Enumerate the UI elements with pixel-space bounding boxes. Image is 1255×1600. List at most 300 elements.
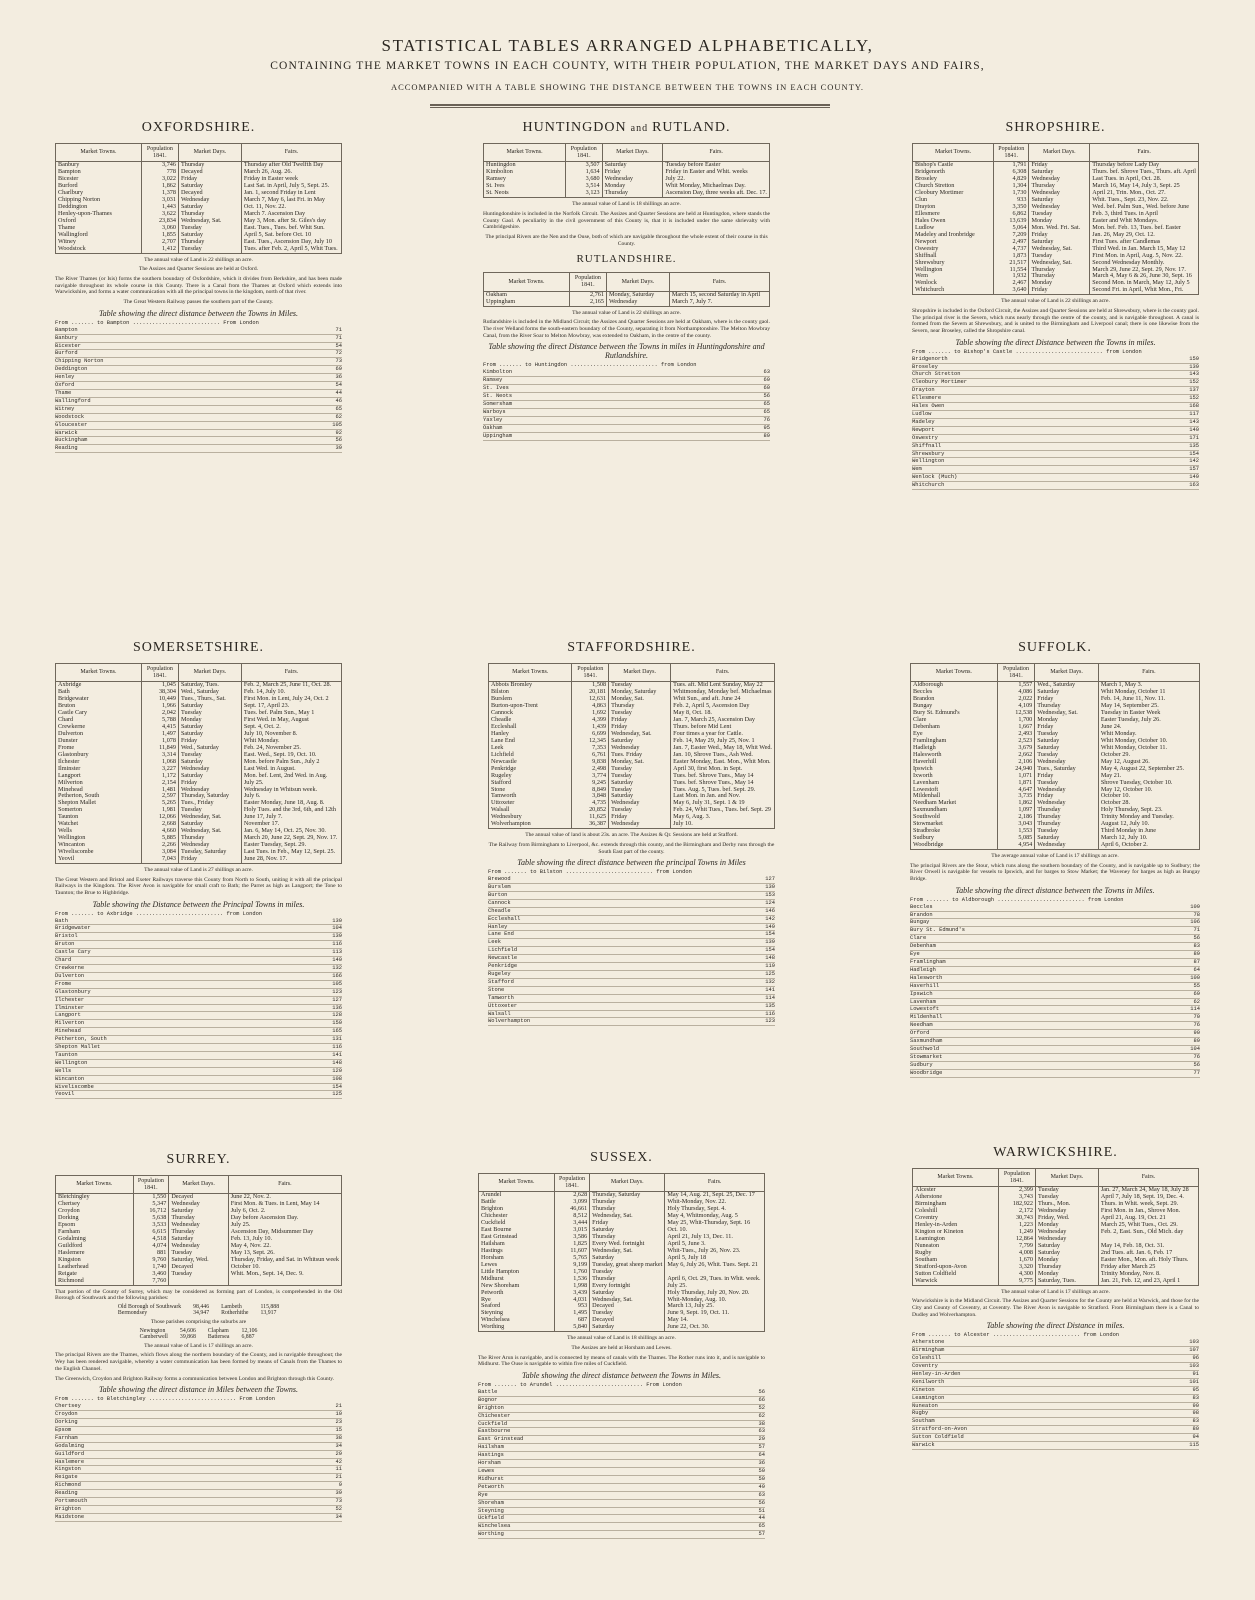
distance-town: Bath (55, 917, 68, 924)
town-population: 3,022 (141, 176, 178, 183)
distance-town: Chichester (478, 1412, 511, 1419)
distance-from-london: 56 (1193, 935, 1200, 942)
fairs-text: Trinity Monday, Nov. 8. (1098, 1271, 1198, 1278)
distance-from-row: From ....... to Axbridge ........................... from London (55, 910, 263, 917)
distance-grid (535, 377, 750, 384)
distance-town: Mildenhall (910, 1014, 943, 1021)
town-population: 3,043 (997, 821, 1035, 828)
distance-from-london: 56 (758, 1499, 765, 1506)
distance-town: Buckingham (55, 437, 88, 444)
town-population: 6,862 (994, 211, 1029, 218)
market-day: Thursday (178, 162, 241, 169)
distance-grid (962, 959, 1180, 966)
distance-from-london: 55 (1193, 982, 1200, 989)
distance-town: Wincanton (55, 1075, 85, 1082)
railway-text: The Greenwich, Croydon and Brighton Railway forms a communication between London and Brighton through this County. (55, 1375, 335, 1382)
distance-town: Wells (55, 1067, 72, 1074)
distance-row (483, 425, 770, 433)
distance-grid (107, 422, 322, 429)
distance-grid (107, 366, 322, 373)
distance-grid (540, 947, 755, 954)
distance-grid (530, 1421, 745, 1428)
distance-town: Maidstone (55, 1513, 85, 1520)
distance-from-london: 50 (758, 1475, 765, 1482)
distance-row (912, 403, 1199, 411)
table-row (489, 807, 775, 814)
fairs-text: July 6. (241, 793, 341, 800)
distance-row (55, 1419, 342, 1427)
fairs-text: May 4, August 22, September 25. (1098, 766, 1199, 773)
distance-from-london: 91 (1192, 1370, 1199, 1377)
market-day: Decayed (178, 169, 241, 176)
distance-town: Bungay (910, 919, 930, 926)
town-name: Clare (911, 717, 998, 724)
town-name: Southam (913, 1257, 999, 1264)
market-day: Saturday (609, 793, 671, 800)
population-table (134, 1328, 264, 1340)
distance-grid (107, 1419, 322, 1426)
distance-town: Deddington (55, 366, 88, 373)
distance-from-london: 132 (765, 978, 775, 985)
distance-town: Burton (488, 891, 508, 898)
fairs-text: June 28, Nov. 17. (241, 856, 341, 863)
distance-row (910, 999, 1200, 1007)
town-name: Reigate (56, 1271, 134, 1278)
distance-grid (107, 1012, 322, 1019)
market-day: Friday (1035, 773, 1099, 780)
town-population: 4,415 (141, 724, 178, 731)
distance-from-london: 63 (758, 1428, 765, 1435)
town-name: Whitchurch (913, 287, 994, 294)
town-population: 1,078 (141, 738, 178, 745)
distance-from-london: 63 (763, 369, 770, 376)
town-name: Henley-in-Arden (913, 1222, 999, 1229)
distance-grid (107, 965, 322, 972)
distance-row (912, 356, 1199, 364)
distance-grid (964, 387, 1179, 394)
distance-from-london: 56 (335, 437, 342, 444)
distance-row (910, 919, 1200, 927)
fairs-text: July 6, Oct. 2. (228, 1208, 341, 1215)
town-name: Rye (479, 1297, 555, 1304)
town-population: 5,638 (133, 1215, 169, 1222)
distance-from-london: 105 (332, 421, 342, 428)
distance-town: Stone (488, 986, 505, 993)
market-day: Wednesday (1029, 190, 1090, 197)
market-day: Monday (1029, 280, 1090, 287)
town-name: St. Ives (484, 183, 566, 190)
fairs-text: Whit. Mon., Sept. 14, Dec. 9. (228, 1271, 341, 1278)
distance-grid (530, 1500, 745, 1507)
fairs-text: Wed. bef. Palm Sun., Wed. before June (1090, 204, 1199, 211)
fairs-text: April 21, Trin. Mon., Oct. 27. (1090, 190, 1199, 197)
parish-population: 54,606 (179, 1327, 196, 1334)
town-name: Somerton (56, 807, 142, 814)
distance-town: Ellesmere (912, 395, 942, 402)
distance-grid (107, 1490, 322, 1497)
town-population: 3,680 (566, 176, 603, 183)
fairs-text: Whit Monday, Michaelmas Day. (663, 183, 770, 190)
distance-town: Ilchester (55, 996, 85, 1003)
market-day: Friday (1029, 287, 1090, 294)
market-day: Wednesday (1035, 759, 1099, 766)
town-name: Eye (911, 731, 998, 738)
distance-row (912, 1434, 1199, 1442)
distance-from-london: 137 (1189, 387, 1199, 394)
distance-from-london: 21 (335, 1474, 342, 1481)
market-day: Tuesday (590, 1310, 665, 1317)
fairs-text: March 16, May 14, July 3, Sept. 25 (1090, 183, 1199, 190)
town-name: Ilminster (56, 766, 142, 773)
town-name: Penkridge (489, 766, 572, 773)
distance-town: Banbury (55, 334, 78, 341)
fairs-text: Shrove Tuesday, October 10. (1098, 780, 1199, 787)
distance-row (912, 387, 1199, 395)
distance-from-london: 36 (758, 1460, 765, 1467)
distance-row (55, 374, 342, 382)
distance-town: Woodstock (55, 413, 85, 420)
town-name: Framlingham (911, 738, 998, 745)
market-day: Monday, Sat. (609, 759, 671, 766)
fairs-text: May 6, July 26, Whit. Tues. Sept. 21 (665, 1262, 765, 1269)
distance-town: Haverhill (910, 982, 940, 989)
distance-town: Coventry (912, 1363, 938, 1369)
distance-from-london: 15 (335, 1426, 342, 1433)
town-population: 4,300 (998, 1271, 1035, 1278)
town-name: Bruton (56, 703, 142, 710)
town-name: Drayton (913, 204, 994, 211)
fairs-text: May 4, Nov. 22. (228, 1243, 341, 1250)
table-header-row (484, 273, 770, 291)
distance-grid (530, 1523, 745, 1530)
distance-grid (964, 419, 1179, 426)
distance-grid (962, 967, 1180, 974)
market-day: Tuesday (1029, 253, 1090, 260)
town-population: 1,855 (141, 232, 178, 239)
fairs-text: Trinity Monday and Tuesday. (1098, 814, 1199, 821)
distance-from-london: 83 (1192, 1394, 1199, 1401)
market-day: Monday, Saturday (606, 291, 669, 298)
distance-grid (540, 987, 755, 994)
distance-town: Stratford-on-Avon (912, 1426, 967, 1433)
distance-row (478, 1484, 765, 1492)
town-name: Stowmarket (911, 821, 998, 828)
town-population: 20,852 (572, 807, 609, 814)
distance-from-london: 149 (765, 923, 775, 930)
distance-from-london: 154 (765, 947, 775, 954)
col-header-fairs: Fairs. (669, 273, 769, 291)
market-towns-table (55, 143, 342, 254)
distance-town: Reading (55, 1490, 78, 1497)
town-name: Shiffnall (913, 253, 994, 260)
town-name: Rugby (913, 1250, 999, 1257)
distance-from-london: 123 (332, 988, 342, 995)
fairs-text: Whit Monday. (241, 738, 341, 745)
market-day: Thursday (590, 1234, 665, 1241)
fairs-text: Friday in Easter and Whit. weeks (663, 169, 770, 176)
parish-name: Bermondsey (117, 1310, 148, 1317)
town-population: 3,586 (554, 1234, 589, 1241)
town-population: 4,109 (997, 703, 1035, 710)
distance-row (55, 335, 342, 343)
col-header-population: Population 1841. (994, 144, 1029, 162)
town-population: 10,449 (141, 696, 178, 703)
distance-town: Epsom (55, 1426, 72, 1433)
fairs-text: Second Mon. in March, May 12, July 5 (1090, 280, 1199, 287)
town-name: Kington or Kineton (913, 1229, 999, 1236)
town-name: Ellesmere (913, 211, 994, 218)
market-day: Saturday (178, 232, 241, 239)
distance-grid (962, 1038, 1180, 1045)
market-day: Monday (1029, 218, 1090, 225)
distance-row (912, 435, 1199, 443)
town-name: Leamington (913, 1236, 999, 1243)
town-population: 13,639 (994, 218, 1029, 225)
fairs-text: Easter Tuesday, Sept. 29. (241, 842, 341, 849)
fairs-text: Whit-Monday, Nov. 22. (665, 1199, 765, 1206)
town-population: 1,439 (572, 724, 609, 731)
col-header-town: Market Towns. (484, 144, 566, 162)
parish-name: Old Borough of Southwark (117, 1304, 182, 1311)
distance-grid (107, 437, 322, 444)
town-name: Leatherhead (56, 1264, 134, 1271)
distance-row (55, 343, 342, 351)
town-population: 1,791 (994, 162, 1029, 169)
distance-grid (962, 1054, 1180, 1061)
county-title-shropshire: SHROPSHIRE. (1005, 120, 1106, 135)
distance-town: Woodbridge (910, 1069, 943, 1076)
fairs-text: Last Wed. in August. (241, 766, 341, 773)
town-name: Deddington (56, 204, 142, 211)
town-name: Dunster (56, 738, 142, 745)
distance-grid (535, 385, 750, 392)
town-population: 4,660 (141, 828, 178, 835)
town-population: 8,512 (554, 1213, 589, 1220)
fairs-text: October 28. (1098, 800, 1199, 807)
distance-from-london: 149 (1189, 474, 1199, 481)
market-day: Tuesday (609, 807, 671, 814)
market-day: Wednesday (1035, 787, 1099, 794)
market-day: Monday (1035, 1222, 1098, 1229)
fairs-text: July 25. (228, 1222, 341, 1229)
town-population: 2,186 (997, 814, 1035, 821)
distance-row (910, 1006, 1200, 1014)
distance-town: Dorking (55, 1418, 78, 1425)
town-name: Huntingdon (484, 162, 566, 169)
market-day: Saturday (1029, 239, 1090, 246)
distance-town: Frome (55, 980, 72, 987)
distance-grid (962, 943, 1180, 950)
town-name: Lane End (489, 738, 572, 745)
town-name: Wednesbury (489, 814, 572, 821)
distance-town: Leamington (912, 1394, 945, 1401)
distance-row (483, 417, 770, 425)
land-value-note: The average annual value of Land is 17 shillings an acre. (991, 852, 1119, 859)
town-population: 4,518 (133, 1236, 169, 1243)
town-name: Woodstock (56, 246, 142, 253)
town-name: Little Hampton (479, 1269, 555, 1276)
col-header-market-days: Market Days. (1035, 664, 1099, 682)
market-day: Thursday (1029, 273, 1090, 280)
distance-grid (107, 430, 322, 437)
distance-row (55, 1451, 342, 1459)
market-day: Tuesday, Saturday (178, 849, 241, 856)
town-name: Steyning (479, 1310, 555, 1317)
town-name: Clun (913, 197, 994, 204)
distance-town: Beccles (910, 903, 933, 910)
col-header-fairs: Fairs. (671, 664, 775, 682)
distance-grid (964, 474, 1179, 481)
distance-grid (964, 1410, 1179, 1417)
market-day: Friday, Wed. (1035, 1215, 1098, 1222)
distance-from-london: 71 (1193, 927, 1200, 934)
town-population: 2,498 (572, 766, 609, 773)
market-day: Thursday (169, 1215, 228, 1222)
fairs-text: First Mon. in Jan., Shrove Mon. (1098, 1208, 1198, 1215)
county-title-suffolk: SUFFOLK. (1018, 640, 1092, 655)
table-header-row (484, 144, 770, 162)
distance-town: Portsmouth (55, 1498, 88, 1505)
distance-row (478, 1421, 765, 1429)
distance-from-london: 54 (335, 342, 342, 349)
table-row (911, 717, 1200, 724)
distance-row (55, 1482, 342, 1490)
fairs-text: East. Tues., Ascension Day, July 10 (241, 239, 341, 246)
fairs-text: May 13, Sept. 26. (228, 1250, 341, 1257)
market-day: Wed., Saturday (178, 745, 241, 752)
table-row (479, 1220, 765, 1227)
land-value-note: The annual value of Land is 22 shillings an acre. (144, 256, 253, 263)
distance-grid (540, 963, 755, 970)
distance-town: Eye (910, 951, 920, 958)
fairs-text: Tues. bef. Shrove Tues., May 14 (671, 780, 775, 787)
distance-row (55, 933, 342, 941)
distance-town: Newport (912, 426, 935, 433)
town-population: 1,071 (997, 773, 1035, 780)
distance-row (910, 967, 1200, 975)
distance-town: Godalming (55, 1442, 85, 1449)
distance-row (55, 1403, 342, 1411)
town-name: Shrewsbury (913, 260, 994, 267)
town-population: 4,647 (997, 787, 1035, 794)
distance-grid (107, 957, 322, 964)
fairs-text: March 7, May 6, last Fri. in May (241, 197, 341, 204)
town-name: Milverton (56, 780, 142, 787)
distance-grid (107, 1427, 322, 1434)
distance-grid (530, 1508, 745, 1515)
distance-from-london: 154 (332, 1083, 342, 1090)
distance-row (478, 1444, 765, 1452)
distance-from-london: 38 (758, 1420, 765, 1427)
market-towns-table (478, 1173, 765, 1332)
fairs-text: June 22, Nov. 2. (228, 1194, 341, 1201)
distance-grid (107, 1084, 322, 1091)
distance-row (55, 1084, 342, 1092)
distance-grid (540, 931, 755, 938)
distance-from-london: 96 (1192, 1355, 1199, 1362)
town-population: 3,227 (141, 766, 178, 773)
distance-town: Ramsey (483, 377, 503, 384)
market-day: Tuesday (1035, 828, 1099, 835)
distance-from-london: 139 (765, 939, 775, 946)
distance-row (910, 912, 1200, 920)
market-day: Wednesday (1035, 1229, 1098, 1236)
distance-grid (107, 350, 322, 357)
distance-grid (530, 1531, 745, 1538)
distance-row (488, 1011, 775, 1019)
table-row (56, 1257, 342, 1264)
town-name: Coleshill (913, 1208, 999, 1215)
town-name: Godalming (56, 1236, 134, 1243)
town-name: Taunton (56, 814, 142, 821)
fairs-text: Last Mon. in Jan. and Nov. (671, 793, 775, 800)
town-name: Tamworth (489, 793, 572, 800)
fairs-text: Holy Tues. and the 3rd, 6th, and 12th (241, 807, 341, 814)
distance-grid (107, 1435, 322, 1442)
town-name: Ludlow (913, 225, 994, 232)
town-population: 2,165 (569, 299, 606, 306)
distance-town: Chipping Norton (55, 358, 104, 365)
distance-grid (964, 1371, 1179, 1378)
distance-grid (964, 403, 1179, 410)
town-population: 2,761 (569, 291, 606, 298)
town-population: 2,668 (141, 821, 178, 828)
town-name: Wenlock (913, 280, 994, 287)
distance-grid (540, 939, 755, 946)
distance-from-london: 168 (1189, 403, 1199, 410)
distance-row (55, 406, 342, 414)
distance-table-title: Table showing the direct Distance between the Towns in miles in Huntingdonshire and Rutlandshire. (488, 342, 765, 361)
description-text: The River Arun is navigable, and is connected by means of canals with the Thames. The Rother runs into it, and is navigable to Midhurst. The Ouse is navigable to within five miles of Cuckfield. (478, 1354, 765, 1368)
town-name: Stratford-upon-Avon (913, 1264, 999, 1271)
distance-town: Cannock (488, 899, 511, 906)
distance-grid (964, 411, 1179, 418)
distance-grid (964, 427, 1179, 434)
distance-town: Drayton (912, 387, 935, 394)
distance-town: Castle Cary (55, 949, 91, 956)
market-day: Friday (178, 176, 241, 183)
distance-grid (540, 995, 755, 1002)
distance-town: Petworth (478, 1483, 504, 1490)
distance-row (55, 1506, 342, 1514)
town-population: 23,834 (141, 218, 178, 225)
distance-from-london: 140 (1189, 426, 1199, 433)
distance-grid (107, 1028, 322, 1035)
county-title-stafford: STAFFORDSHIRE. (567, 640, 696, 655)
town-population: 5,840 (554, 1324, 589, 1331)
town-population: 1,760 (554, 1269, 589, 1276)
distance-from-row: From ....... to Bletchingley ........................... From London (55, 1396, 275, 1403)
distance-grid (530, 1397, 745, 1404)
distance-row (910, 1054, 1200, 1062)
distance-row (912, 364, 1199, 372)
market-day: Wednesday, Sat. (1035, 710, 1099, 717)
fairs-text: Thursday, Friday, and Sat. in Whitsun week (228, 1257, 341, 1264)
distance-row (55, 445, 342, 453)
distance-town: Birmingham (912, 1347, 945, 1354)
town-name: Beccles (911, 689, 998, 696)
town-name: Guildford (56, 1243, 134, 1250)
fairs-text: Easter Monday, June 18, Aug. 8. (241, 800, 341, 807)
town-name: Bicester (56, 176, 142, 183)
fairs-text: April 21, July 13, Dec. 11. (665, 1234, 765, 1241)
town-name: Ixworth (911, 773, 998, 780)
distance-grid (964, 371, 1179, 378)
table-row (484, 299, 770, 306)
fairs-text (228, 1278, 341, 1285)
distance-from-london: 54 (335, 382, 342, 389)
market-day: Tuesday (1029, 211, 1090, 218)
